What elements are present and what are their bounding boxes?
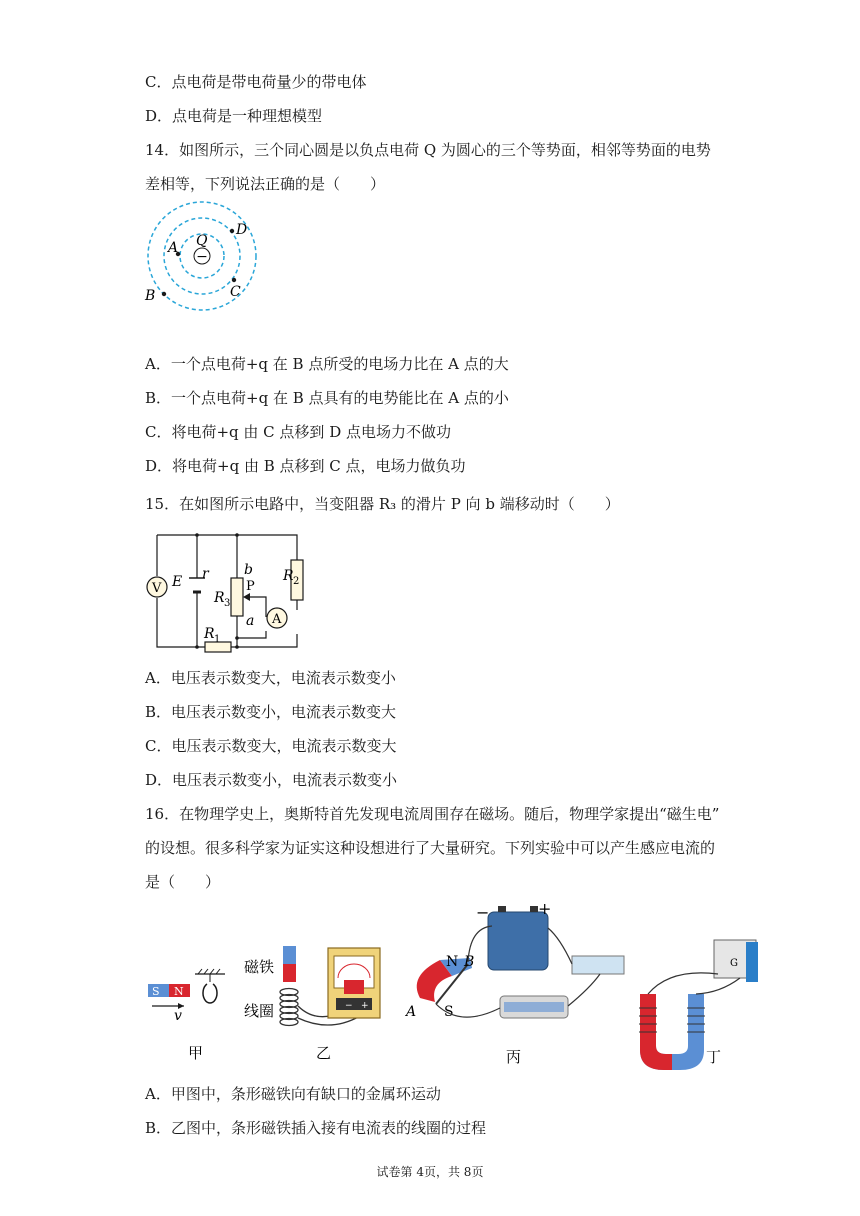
option-16a: A．甲图中，条形磁铁向有缺口的金属环运动: [145, 1085, 441, 1103]
question-14-line1: 14．如图所示，三个同心圆是以负点电荷 Q 为圆心的三个等势面，相邻等势面的电势: [145, 141, 711, 159]
option-14b: B．一个点电荷+q 在 B 点具有的电势能比在 A 点的小: [145, 389, 509, 407]
battery-minus: −: [476, 903, 490, 922]
figure-yi: [244, 946, 380, 1026]
caption-yi: 乙: [316, 1044, 332, 1062]
label-Q: Q: [196, 233, 208, 249]
magnet-S2-label: S: [444, 1004, 454, 1020]
question-14-line2: 差相等，下列说法正确的是（ ）: [145, 175, 386, 193]
option-14a: A．一个点电荷+q 在 B 点所受的电场力比在 A 点的大: [145, 355, 509, 373]
point-D: [230, 229, 234, 233]
caption-jia: 甲: [188, 1044, 204, 1062]
label-b: b: [244, 562, 253, 578]
option-16b: B．乙图中，条形磁铁插入接有电流表的线圈的过程: [145, 1119, 487, 1137]
figure-bing: [404, 899, 624, 1020]
caption-bing: 丙: [506, 1048, 522, 1066]
figure-jia: [148, 969, 225, 1024]
voltmeter-label: V: [152, 581, 162, 596]
caption-ding: 丁: [706, 1048, 722, 1066]
label-C: C: [230, 284, 241, 300]
label-R3: R: [214, 590, 225, 606]
label-r: r: [202, 566, 209, 582]
option-13c: C．点电荷是带电荷量少的带电体: [145, 73, 367, 91]
point-B: [162, 292, 166, 296]
option-15c: C．电压表示数变大，电流表示数变大: [145, 737, 397, 755]
ammeter-label: A: [272, 612, 282, 627]
point-C: [232, 278, 236, 282]
question-15: 15．在如图所示电路中，当变阻器 R₃ 的滑片 P 向 b 端移动时（ ）: [145, 495, 620, 513]
rod-A-label: A: [406, 1004, 417, 1020]
meter-minus: −: [345, 1001, 353, 1011]
equipotential-figure: [140, 200, 270, 320]
magnet-N-label: N: [174, 985, 184, 998]
magnet-N2-label: N: [446, 954, 459, 970]
option-14c: C．将电荷+q 由 C 点移到 D 点电场力不做功: [145, 423, 451, 441]
circuit-figure: [140, 530, 310, 655]
rod-B-label: B: [464, 954, 475, 970]
option-13d: D．点电荷是一种理想模型: [145, 107, 323, 125]
question-16-line1: 16．在物理学史上，奥斯特首先发现电流周围存在磁场。随后，物理学家提出“磁生电”: [145, 805, 720, 823]
magnet-S-label: S: [152, 985, 160, 998]
meter-plus: +: [361, 1001, 369, 1011]
label-E: E: [172, 574, 183, 590]
label-P: P: [246, 579, 255, 594]
label-B: B: [145, 288, 156, 304]
magnet-label: 磁铁: [244, 958, 275, 976]
induction-experiments-figure: [140, 898, 780, 1073]
label-R2: R: [283, 568, 294, 584]
battery-plus: +: [538, 899, 552, 918]
label-a: a: [246, 613, 255, 629]
option-15a: A．电压表示数变大，电流表示数变小: [145, 669, 396, 687]
label-R1: R: [204, 626, 215, 642]
figure-ding: [639, 940, 758, 1070]
minus-sign: −: [196, 249, 208, 265]
question-16-line3: 是（ ）: [145, 873, 221, 891]
option-14d: D．将电荷+q 由 B 点移到 C 点，电场力做负功: [145, 457, 466, 475]
option-15d: D．电压表示数变小，电流表示数变小: [145, 771, 398, 789]
question-16-line2: 的设想。很多科学家为证实这种设想进行了大量研究。下列实验中可以产生感应电流的: [145, 839, 716, 857]
option-15b: B．电压表示数变小，电流表示数变大: [145, 703, 397, 721]
galvanometer-label: G: [730, 958, 738, 969]
label-R2-sub: 2: [293, 576, 300, 587]
label-R1-sub: 1: [214, 634, 221, 645]
label-A: A: [168, 240, 179, 256]
coil-label: 线圈: [244, 1002, 275, 1020]
velocity-label: v: [174, 1008, 182, 1024]
label-D: D: [236, 222, 248, 238]
page-footer: 试卷第 4页，共 8页: [376, 1165, 484, 1179]
label-R3-sub: 3: [224, 598, 231, 609]
